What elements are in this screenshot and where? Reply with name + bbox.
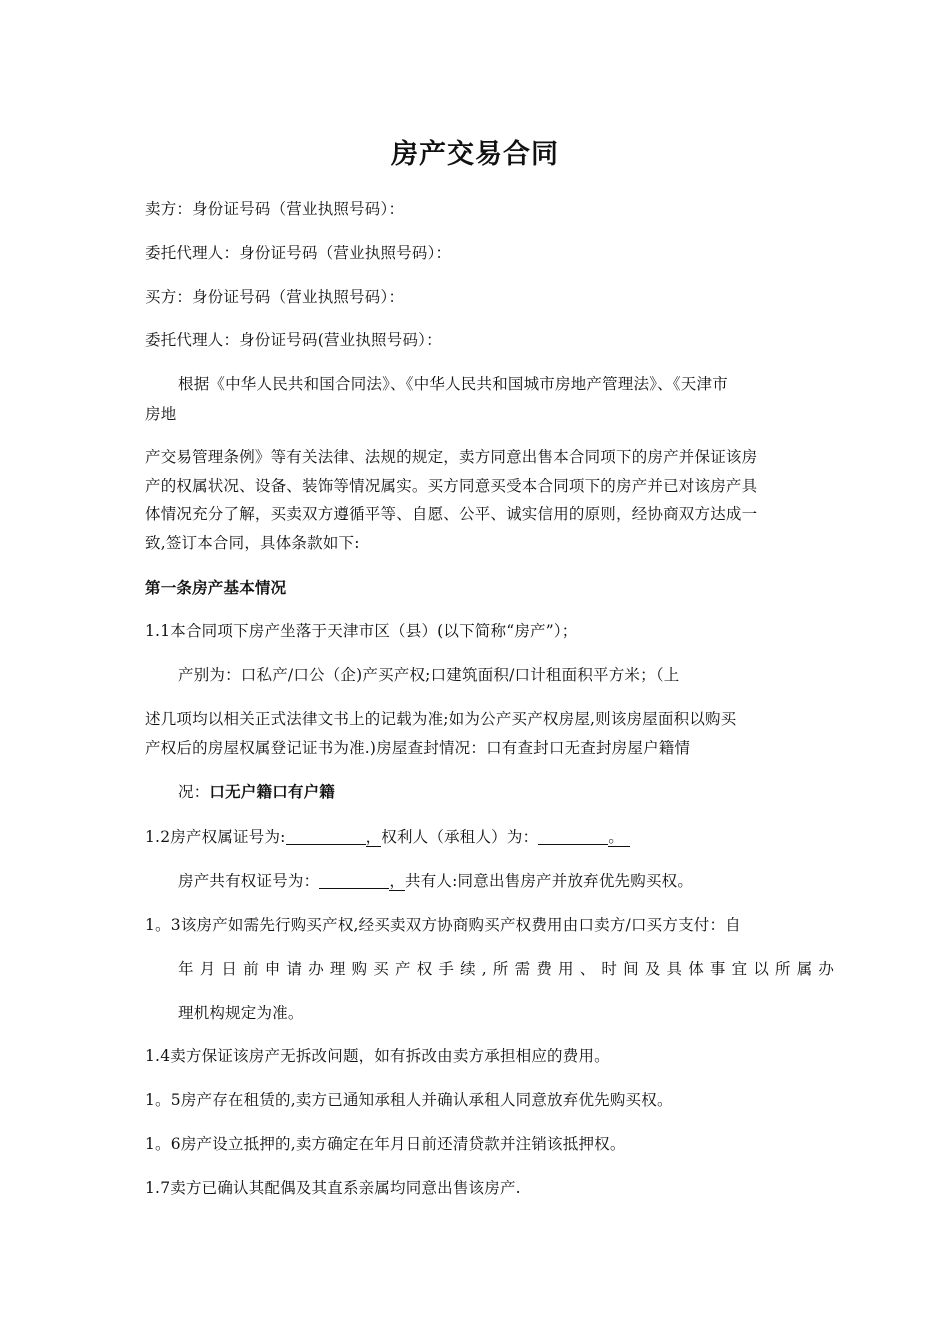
clause-1-4: 1.4卖方保证该房产无拆改问题，如有拆改由卖方承担相应的费用。	[145, 1047, 610, 1065]
preamble-line-1: 根据《中华人民共和国合同法》、《中华人民共和国城市房地产管理法》、《天津市	[178, 375, 728, 393]
clause-1-2	[145, 826, 630, 848]
seller-agent-line: 委托代理人：身份证号码（营业执照号码）：	[145, 244, 452, 262]
certificate-number-blank	[286, 828, 366, 845]
clause-1-7: 1.7卖方已确认其配偶及其直系亲属均同意出售该房产.	[145, 1179, 521, 1197]
clause-1-3-line-1: 1。3该房产如需先行购买产权,经买卖双方协商购买产权费用由口卖方/口买方支付：自	[145, 916, 741, 934]
clause-1-1-household-line	[178, 781, 335, 803]
household-prefix: 况：	[178, 783, 210, 801]
seller-line: 卖方：身份证号码（营业执照号码）：	[145, 200, 405, 218]
preamble-line-2: 房地	[145, 405, 177, 423]
certificate-label: 1.2房产权属证号为:	[145, 828, 286, 846]
certificate-separator: ，	[365, 828, 382, 846]
clause-1-1-property-type: 产别为：口私产/口公（企)产买产权;口建筑面积/口计租面积平方米；（上	[178, 666, 680, 684]
clause-1-5: 1。5房产存在租赁的,卖方已通知承租人并确认承租人同意放弃优先购买权。	[145, 1091, 673, 1109]
household-options: 口无户籍口有户籍	[209, 782, 336, 801]
holder-label: 权利人（承租人）为：	[381, 828, 539, 846]
clause-1-3-line-2: 年月日前申请办理购买产权手续,所需费用、时间及具体事宜以所属办	[178, 960, 841, 978]
co-certificate-label: 房产共有权证号为：	[178, 872, 320, 890]
clause-1-6: 1。6房产设立抵押的,卖方确定在年月日前还清贷款并注销该抵押权。	[145, 1135, 626, 1153]
co-certificate-separator: ，	[389, 872, 406, 890]
co-certificate-blank	[319, 872, 389, 889]
clause-1-1: 1.1本合同项下房产坐落于天津市区（县）(以下简称“房产”）；	[145, 622, 578, 640]
document-title: 房产交易合同	[391, 139, 559, 170]
clause-1-1-note-line-2: 产权后的房屋权属登记证书为准.)房屋查封情况：口有查封口无查封房屋户籍情	[145, 739, 691, 757]
preamble-line-6: 致,签订本合同，具体条款如下:	[145, 534, 360, 552]
clause-1-1-note-line-1: 述几项均以相关正式法律文书上的记载为准;如为公产买产权房屋,则该房屋面积以购买	[145, 710, 737, 728]
preamble-line-5: 体情况充分了解，买卖双方遵循平等、自愿、公平、诚实信用的原则，经协商双方达成一	[145, 505, 758, 523]
holder-blank	[538, 828, 608, 845]
preamble-line-4: 产的权属状况、设备、装饰等情况属实。买方同意买受本合同项下的房产并已对该房产具	[145, 477, 758, 495]
holder-end: 。	[608, 828, 630, 847]
co-owner-text: 共有人:同意出售房产并放弃优先购买权。	[405, 872, 694, 890]
clause-1-2-co-ownership	[178, 870, 693, 892]
clause-1-3-line-3: 理机构规定为准。	[178, 1004, 304, 1022]
buyer-agent-line: 委托代理人：身份证号码(营业执照号码）：	[145, 331, 442, 349]
article-1-heading: 第一条房产基本情况	[145, 578, 287, 597]
buyer-line: 买方：身份证号码（营业执照号码）：	[145, 288, 405, 306]
preamble-line-3: 产交易管理条例》等有关法律、法规的规定，卖方同意出售本合同项下的房产并保证该房	[145, 448, 758, 466]
